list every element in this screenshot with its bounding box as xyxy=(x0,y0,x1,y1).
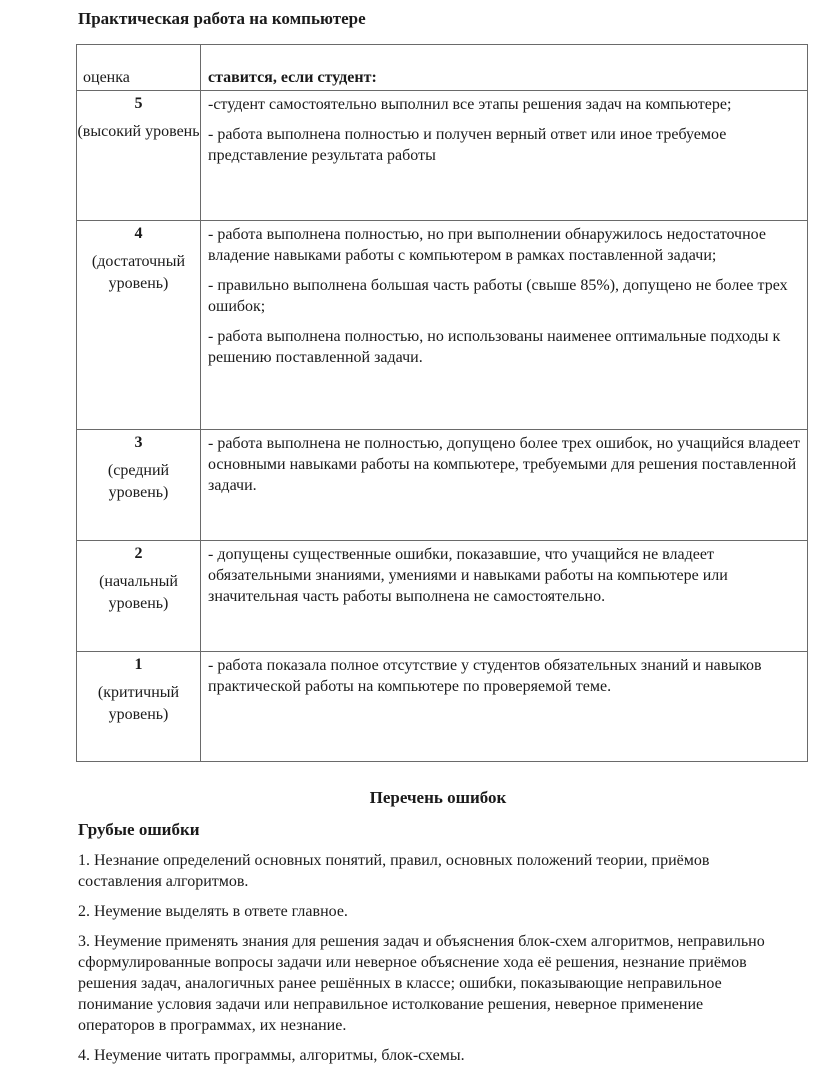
errors-list xyxy=(78,850,778,1075)
grade-level: (высокий уровень xyxy=(77,123,200,140)
grade-cell xyxy=(77,430,201,541)
table-row xyxy=(77,221,808,430)
table-row xyxy=(77,91,808,221)
error-item: 4. Неумение читать программы, алгоритмы, блок-схемы. xyxy=(78,1047,465,1064)
table-row xyxy=(77,652,808,762)
gross-errors-heading: Грубые ошибки xyxy=(78,820,200,839)
criteria-cell xyxy=(201,221,808,430)
criteria-cell xyxy=(201,652,808,762)
header-criteria: ставится, если студент: xyxy=(201,45,808,91)
grade-cell xyxy=(77,221,201,430)
criteria-item: - правильно выполнена большая часть работы (свыше 85%), допущено не более трех ошибок; xyxy=(208,277,788,315)
criteria-item: - работа выполнена полностью и получен верный ответ или иное требуемое представление результата работы xyxy=(208,126,727,164)
grade-level: (достаточный уровень) xyxy=(91,253,186,292)
table-row xyxy=(77,430,808,541)
grade-number: 1 xyxy=(134,656,143,673)
error-item: 1. Незнание определений основных понятий, правил, основных положений теории, приёмов составления алгоритмов. xyxy=(78,852,710,890)
criteria-item: - работа выполнена полностью, но при выполнении обнаружилось недостаточное владение навыками работы с компьютером в рамках поставленной задачи; xyxy=(208,226,766,264)
grade-number: 5 xyxy=(134,95,143,112)
grade-number: 2 xyxy=(134,545,143,562)
errors-section-title: Перечень ошибок xyxy=(369,788,507,807)
header-grade: оценка xyxy=(77,45,201,91)
table-row xyxy=(77,541,808,652)
table-header-row xyxy=(77,45,808,91)
criteria-item: - работа выполнена полностью, но использованы наименее оптимальные подходы к решению поставленной задачи. xyxy=(208,328,781,366)
grade-level: (начальный уровень) xyxy=(99,573,178,612)
grade-number: 4 xyxy=(134,225,143,242)
grading-criteria-table xyxy=(76,44,808,762)
grade-level: (средний уровень) xyxy=(107,462,170,501)
error-item: 2. Неумение выделять в ответе главное. xyxy=(78,903,348,920)
error-item: 3. Неумение применять знания для решения задач и объяснения блок-схем алгоритмов, неправильно сформулированные вопросы задачи или неверное объяснение хода её решения, незнание приёмов решения задач, аналогичных ранее решённых в классе; ошибки, показывающие неправильное понимание условия задачи или неправильное истолкование решения, неверное применение операторов в программах, их незнание. xyxy=(78,933,765,1034)
grade-cell xyxy=(77,652,201,762)
grade-cell xyxy=(77,541,201,652)
criteria-item: - работа показала полное отсутствие у студентов обязательных знаний и навыков практической работы на компьютере по проверяемой теме. xyxy=(208,657,762,695)
grade-level: (критичный уровень) xyxy=(97,684,180,723)
criteria-item: - работа выполнена не полностью, допущено более трех ошибок, но учащийся владеет основными навыками работы на компьютере, требуемыми для решения поставленной задачи. xyxy=(208,435,800,494)
criteria-cell xyxy=(201,541,808,652)
grade-cell xyxy=(77,91,201,221)
criteria-cell xyxy=(201,430,808,541)
criteria-item: - допущены существенные ошибки, показавшие, что учащийся не владеет обязательными знаниями, умениями и навыками работы на компьютере или значительная часть работы выполнена не самостоятельно. xyxy=(208,546,728,605)
criteria-cell xyxy=(201,91,808,221)
grade-number: 3 xyxy=(134,434,143,451)
criteria-item: -студент самостоятельно выполнил все этапы решения задач на компьютере; xyxy=(208,96,732,113)
document-title: Практическая работа на компьютере xyxy=(78,9,366,28)
